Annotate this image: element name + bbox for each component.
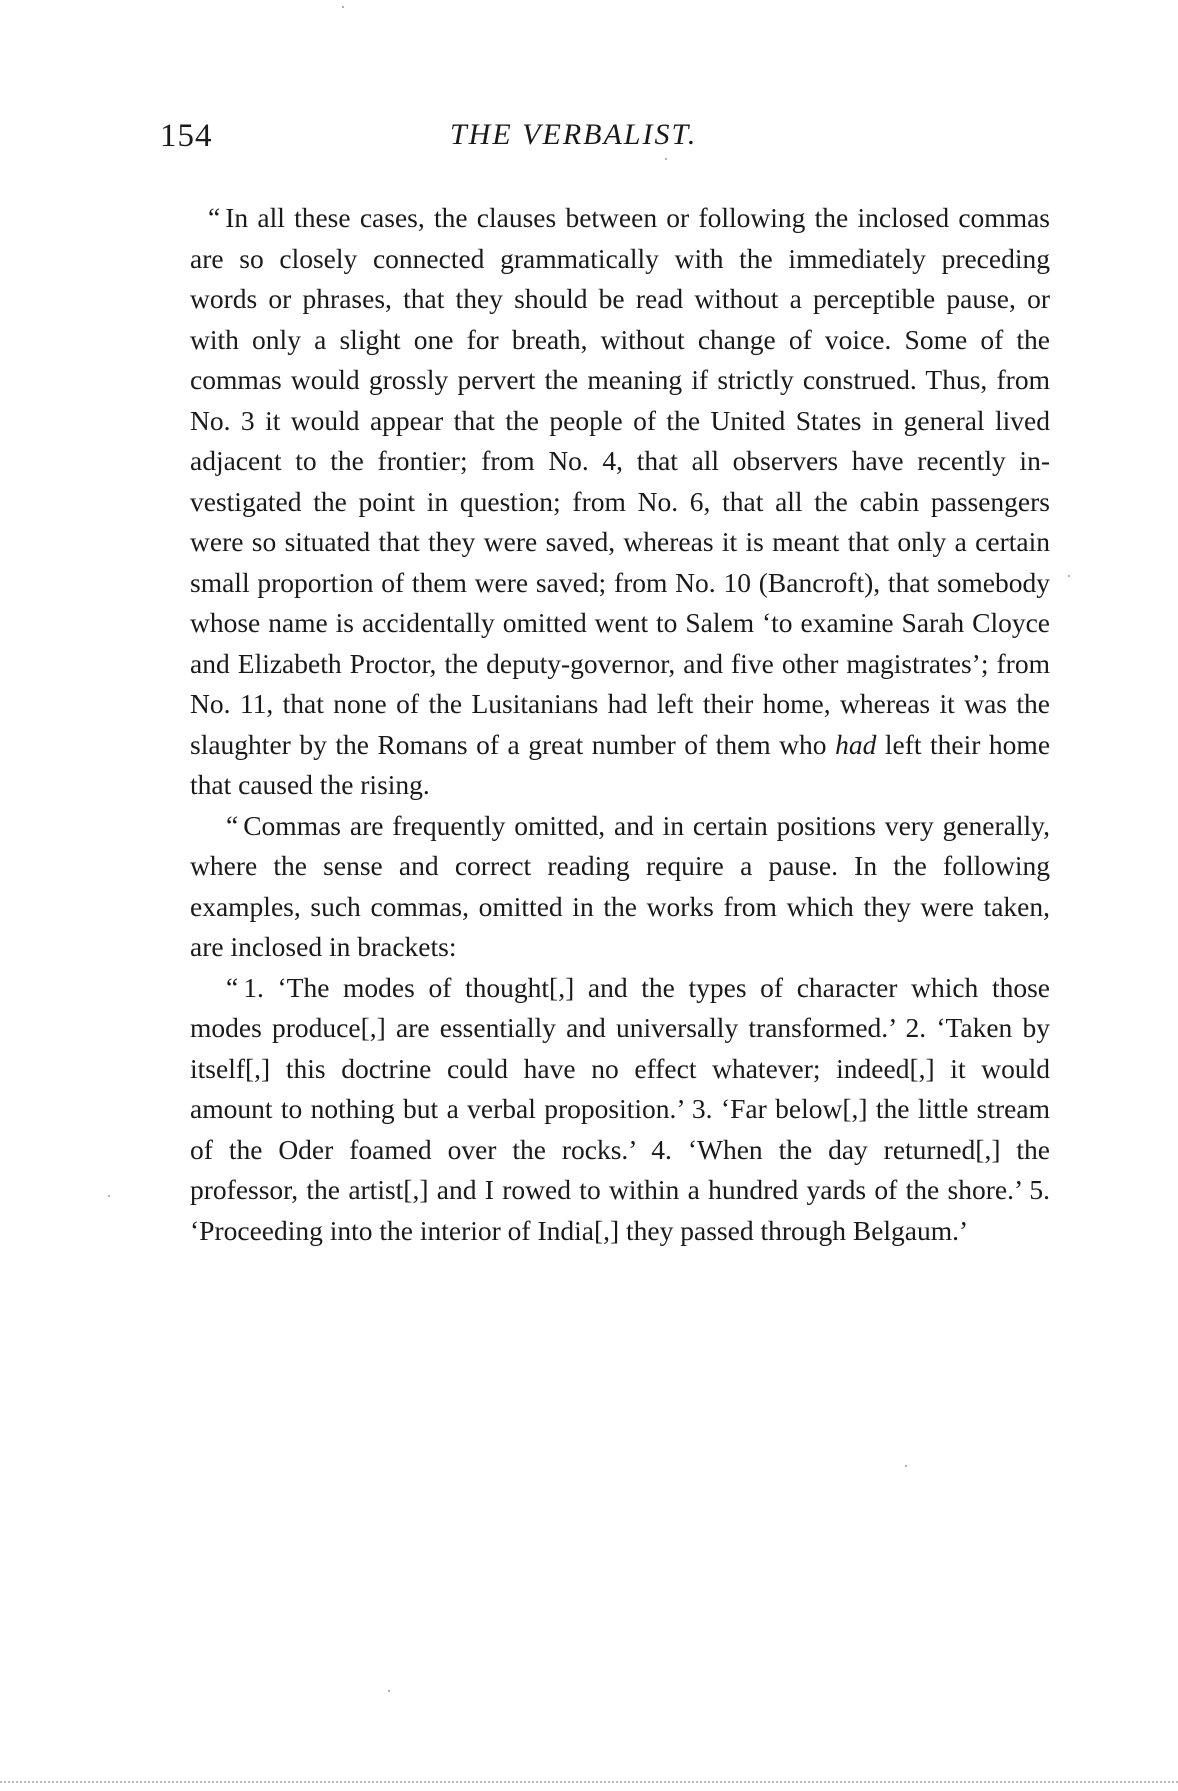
paragraph-text: 1. ‘The modes of thought[,] and the types of character which those modes produce[,] are essentially and universally transformed.’ 2. ‘Taken by itself[,] this doctrine could have no effect whatever; indeed[,] it would amount to nothing but a verbal proposition.’ 3. ‘Far below[,] the little stream of the Oder foamed over the rocks.’ 4. ‘When the day returned[,] the professor, the artist[,] and I rowed to within a hundred yards of the shore.’ 5. ‘Proceeding into the interior of India[,] they passed through Belgaum.’ xyxy=(190,971,1050,1246)
running-title: THE VERBALIST. xyxy=(450,118,698,151)
paper-speck xyxy=(905,1465,907,1467)
body-text xyxy=(190,198,1050,1251)
page-edge-dots xyxy=(0,1779,1178,1783)
page-number: 154 xyxy=(160,118,213,154)
paper-speck xyxy=(1068,575,1070,577)
page-header xyxy=(160,118,1060,168)
paragraph-examples xyxy=(190,968,1050,1252)
paper-speck xyxy=(342,6,344,8)
opening-quote: “ xyxy=(226,971,239,1003)
paragraph-text: Commas are frequently omitted, and in certain positions very generally, where the sense and correct reading require a pause. In the following examples, such commas, omitted in the works from which they were taken, are inclosed in brackets: xyxy=(190,809,1050,962)
paper-speck xyxy=(665,158,667,160)
paper-speck xyxy=(108,1195,110,1197)
paper-speck xyxy=(388,1690,390,1692)
italic-word: had xyxy=(835,728,877,760)
paragraph-text: In all these cases, the clauses between or following the inclosed commas are so closely connected grammatically with the immediately preceding words or phrases, that they should be read without a perceptible pause, or with only a slight one for breath, without change of voice. Some of the commas would grossly pervert the meaning if strictly construed. Thus, from No. 3 it would appear that the people of the United States in general lived adjacent to the frontier; from No. 4, that all observers have recently investigated the point in question; from No. 6, that all the cabin passengers were so situated that they were saved, whereas it is meant that only a certain small proportion of them were saved; from No. 10 (Bancroft), that somebody whose name is accidentally omitted went to Salem ‘to examine Sarah Cloyce and Elizabeth Proctor, the deputy-governor, and five other magistrates’; from No. 11, that none of the Lusitanians had left their home, whereas it was the slaughter by the Romans of a great number of them who xyxy=(190,202,1050,760)
paragraph-omitted-commas xyxy=(190,806,1050,968)
paragraph-explanation xyxy=(190,198,1050,806)
opening-quote: “ xyxy=(226,809,239,841)
paragraph-text-end: left their home that caused the rising. xyxy=(190,728,1051,800)
opening-quote: “ xyxy=(208,202,221,233)
